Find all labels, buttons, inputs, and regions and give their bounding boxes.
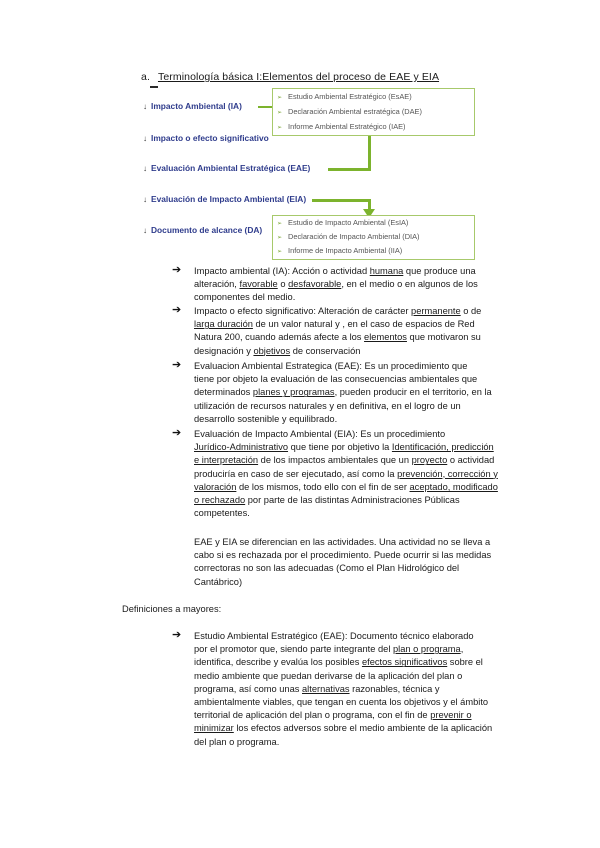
text-line: Impacto o efecto significativo: Alteración de carácter permanente o de [194,306,482,316]
box-item: ➢ Estudio de Impacto Ambiental (EsIA) [277,218,409,227]
bullet-text [194,428,532,520]
bullet-text [194,630,532,749]
text-line: produciría en caso de ser ejecutado, así como la prevención, corrección y [194,468,498,479]
text-line: tiene por objeto la evaluación de las consecuencias ambientales que [194,374,478,385]
underlined-term: aceptado, modificado [409,481,498,492]
arrow-right-icon: ➔ [172,304,182,316]
diagram-term: ↓ Impacto o efecto significativo [143,133,269,143]
arrow-right-icon: ➔ [172,629,182,641]
underlined-term: objetivos [253,345,291,356]
heading-label: a. [141,71,150,83]
down-arrow-icon: ↓ [143,164,147,173]
text-line: competentes. [194,508,250,519]
underlined-term: Jurídico-Administrativo [194,442,289,453]
underlined-term: elementos [364,332,407,343]
text-line: territorial de aplicación del plan o programa, con el fin de prevenir o [194,710,472,721]
text-line: programa, así como unas alternativas razonables, técnica y [194,683,440,694]
down-arrow-icon: ↓ [143,226,147,235]
underlined-term: minimizar [194,723,234,734]
text-line: por el promotor que, siendo parte integrante del plan o programa, [194,644,464,655]
underlined-term: plan o programa [392,644,461,655]
connector-line [328,168,370,171]
eia-documents-box [272,215,475,260]
text-line: larga duración de un valor natural y , en el caso de espacios de Red [194,319,475,330]
underlined-term: permanente [411,306,461,316]
text-line: ambientalmente viables, que tengan en cuenta los objetivos y el ámbito [194,697,489,708]
difference-paragraph: EAE y EIA se diferencian en las actividades. Una actividad no se lleva a cabo si es rechazada por el procedimiento. Puede ocurrir si las medidas correctoras no son las adecuadas (Como el Plan Hidrológico del Cantábrico) [194,537,492,587]
diagram-term: ↓ Evaluación Ambiental Estratégica (EAE) [143,163,311,173]
underlined-term: o rechazado [194,495,246,506]
underlined-term: larga duración [194,319,253,330]
underlined-term: prevenir o [430,710,472,721]
text-line: designación y objetivos de conservación [194,345,361,356]
bullet-efecto-significativo [172,305,532,358]
text-line: Natura 200, cuando además afecte a los elementos que motivaron su [194,332,481,343]
bullet-eae [172,360,532,426]
underlined-term: planes y programas [252,387,335,398]
subheading: Definiciones a mayores: [122,604,222,614]
text-line: minimizar los efectos adversos sobre el medio ambiente de la aplicación [194,723,493,734]
connector-line [368,133,371,171]
box-item: ➢ Informe Ambiental Estratégico (IAE) [277,122,406,131]
down-arrow-icon: ↓ [143,195,147,204]
arrow-right-icon: ➔ [172,264,182,276]
bullet-estudio-ambiental [172,630,532,749]
down-arrow-icon: ↓ [143,102,147,111]
text-line: Estudio Ambiental Estratégico (EAE): Documento técnico elaborado [194,631,474,641]
text-line: componentes del medio. [194,292,296,303]
text-line: Impacto ambiental (IA): Acción o actividad humana que produce una [194,266,476,276]
diagram-term: ↓ Documento de alcance (DA) [143,225,263,235]
box-item: ➢ Informe de Impacto Ambiental (IIA) [277,246,403,255]
text-line: Evaluación de Impacto Ambiental (EIA): Es un procedimiento [194,429,446,439]
underlined-term: prevención, corrección y [397,468,498,479]
box-item: ➢ Declaración Ambiental estratégica (DAE) [277,107,422,116]
bullet-text [194,265,532,305]
arrow-right-icon: ➔ [172,427,182,439]
text-line: determinados planes y programas, pueden producir en el territorio, en la [194,387,492,398]
underlined-term: efectos significativos [361,657,448,668]
text-line: Jurídico-Administrativo que tiene por objetivo la Identificación, predicción [194,442,494,453]
text-line: desarrollo sostenible y equilibrado. [194,413,338,424]
underlined-term: Identificación, predicción [391,442,494,453]
underlined-term: valoración [194,481,237,492]
underlined-term: favorable [239,279,278,290]
box-item: ➢ Estudio Ambiental Estratégico (EsAE) [277,92,412,101]
heading-mark [150,86,158,88]
connector-line [312,199,371,202]
underlined-term: alternativas [302,683,350,694]
underlined-term: proyecto [411,455,448,466]
underlined-term: humana [369,266,404,276]
text-line: identifica, describe y evalúa los posibles efectos significativos sobre el [194,657,483,668]
bullet-text [194,305,532,358]
diagram-term: ↓ Evaluación de Impacto Ambiental (EIA) [143,194,307,204]
text-line: utilización de recursos naturales y en definitiva, en el logro de un [194,400,461,411]
text-line: e interpretación de los impactos ambientales que un proyecto o actividad [194,455,495,466]
text-line: o rechazado por parte de las distintas Administraciones Públicas [194,495,460,506]
box-item: ➢ Declaración de Impacto Ambiental (DIA) [277,232,420,241]
eae-documents-box [272,88,475,136]
arrow-right-icon: ➔ [172,359,182,371]
heading-title: Terminología básica I:Elementos del proceso de EAE y EIA [157,71,440,83]
underlined-term: desfavorable [288,279,342,290]
down-arrow-icon: ↓ [143,134,147,143]
bullet-eia [172,428,532,520]
text-line: Evaluacion Ambiental Estrategica (EAE): Es un procedimiento que [194,361,468,371]
text-line: del plan o programa. [194,736,280,747]
text-line: valoración de los mismos, todo ello con el fin de ser aceptado, modificado [194,481,498,492]
bullet-text [194,360,532,426]
bullet-ia [172,265,532,305]
section-heading [141,71,439,83]
diagram-term: ↓ Impacto Ambiental (IA) [143,101,242,111]
underlined-term: e interpretación [194,455,259,466]
text-line: medio ambiente que puedan derivarse de la aplicación del plan o [194,670,463,681]
text-line: alteración, favorable o desfavorable, en el medio o en algunos de los [194,279,478,290]
